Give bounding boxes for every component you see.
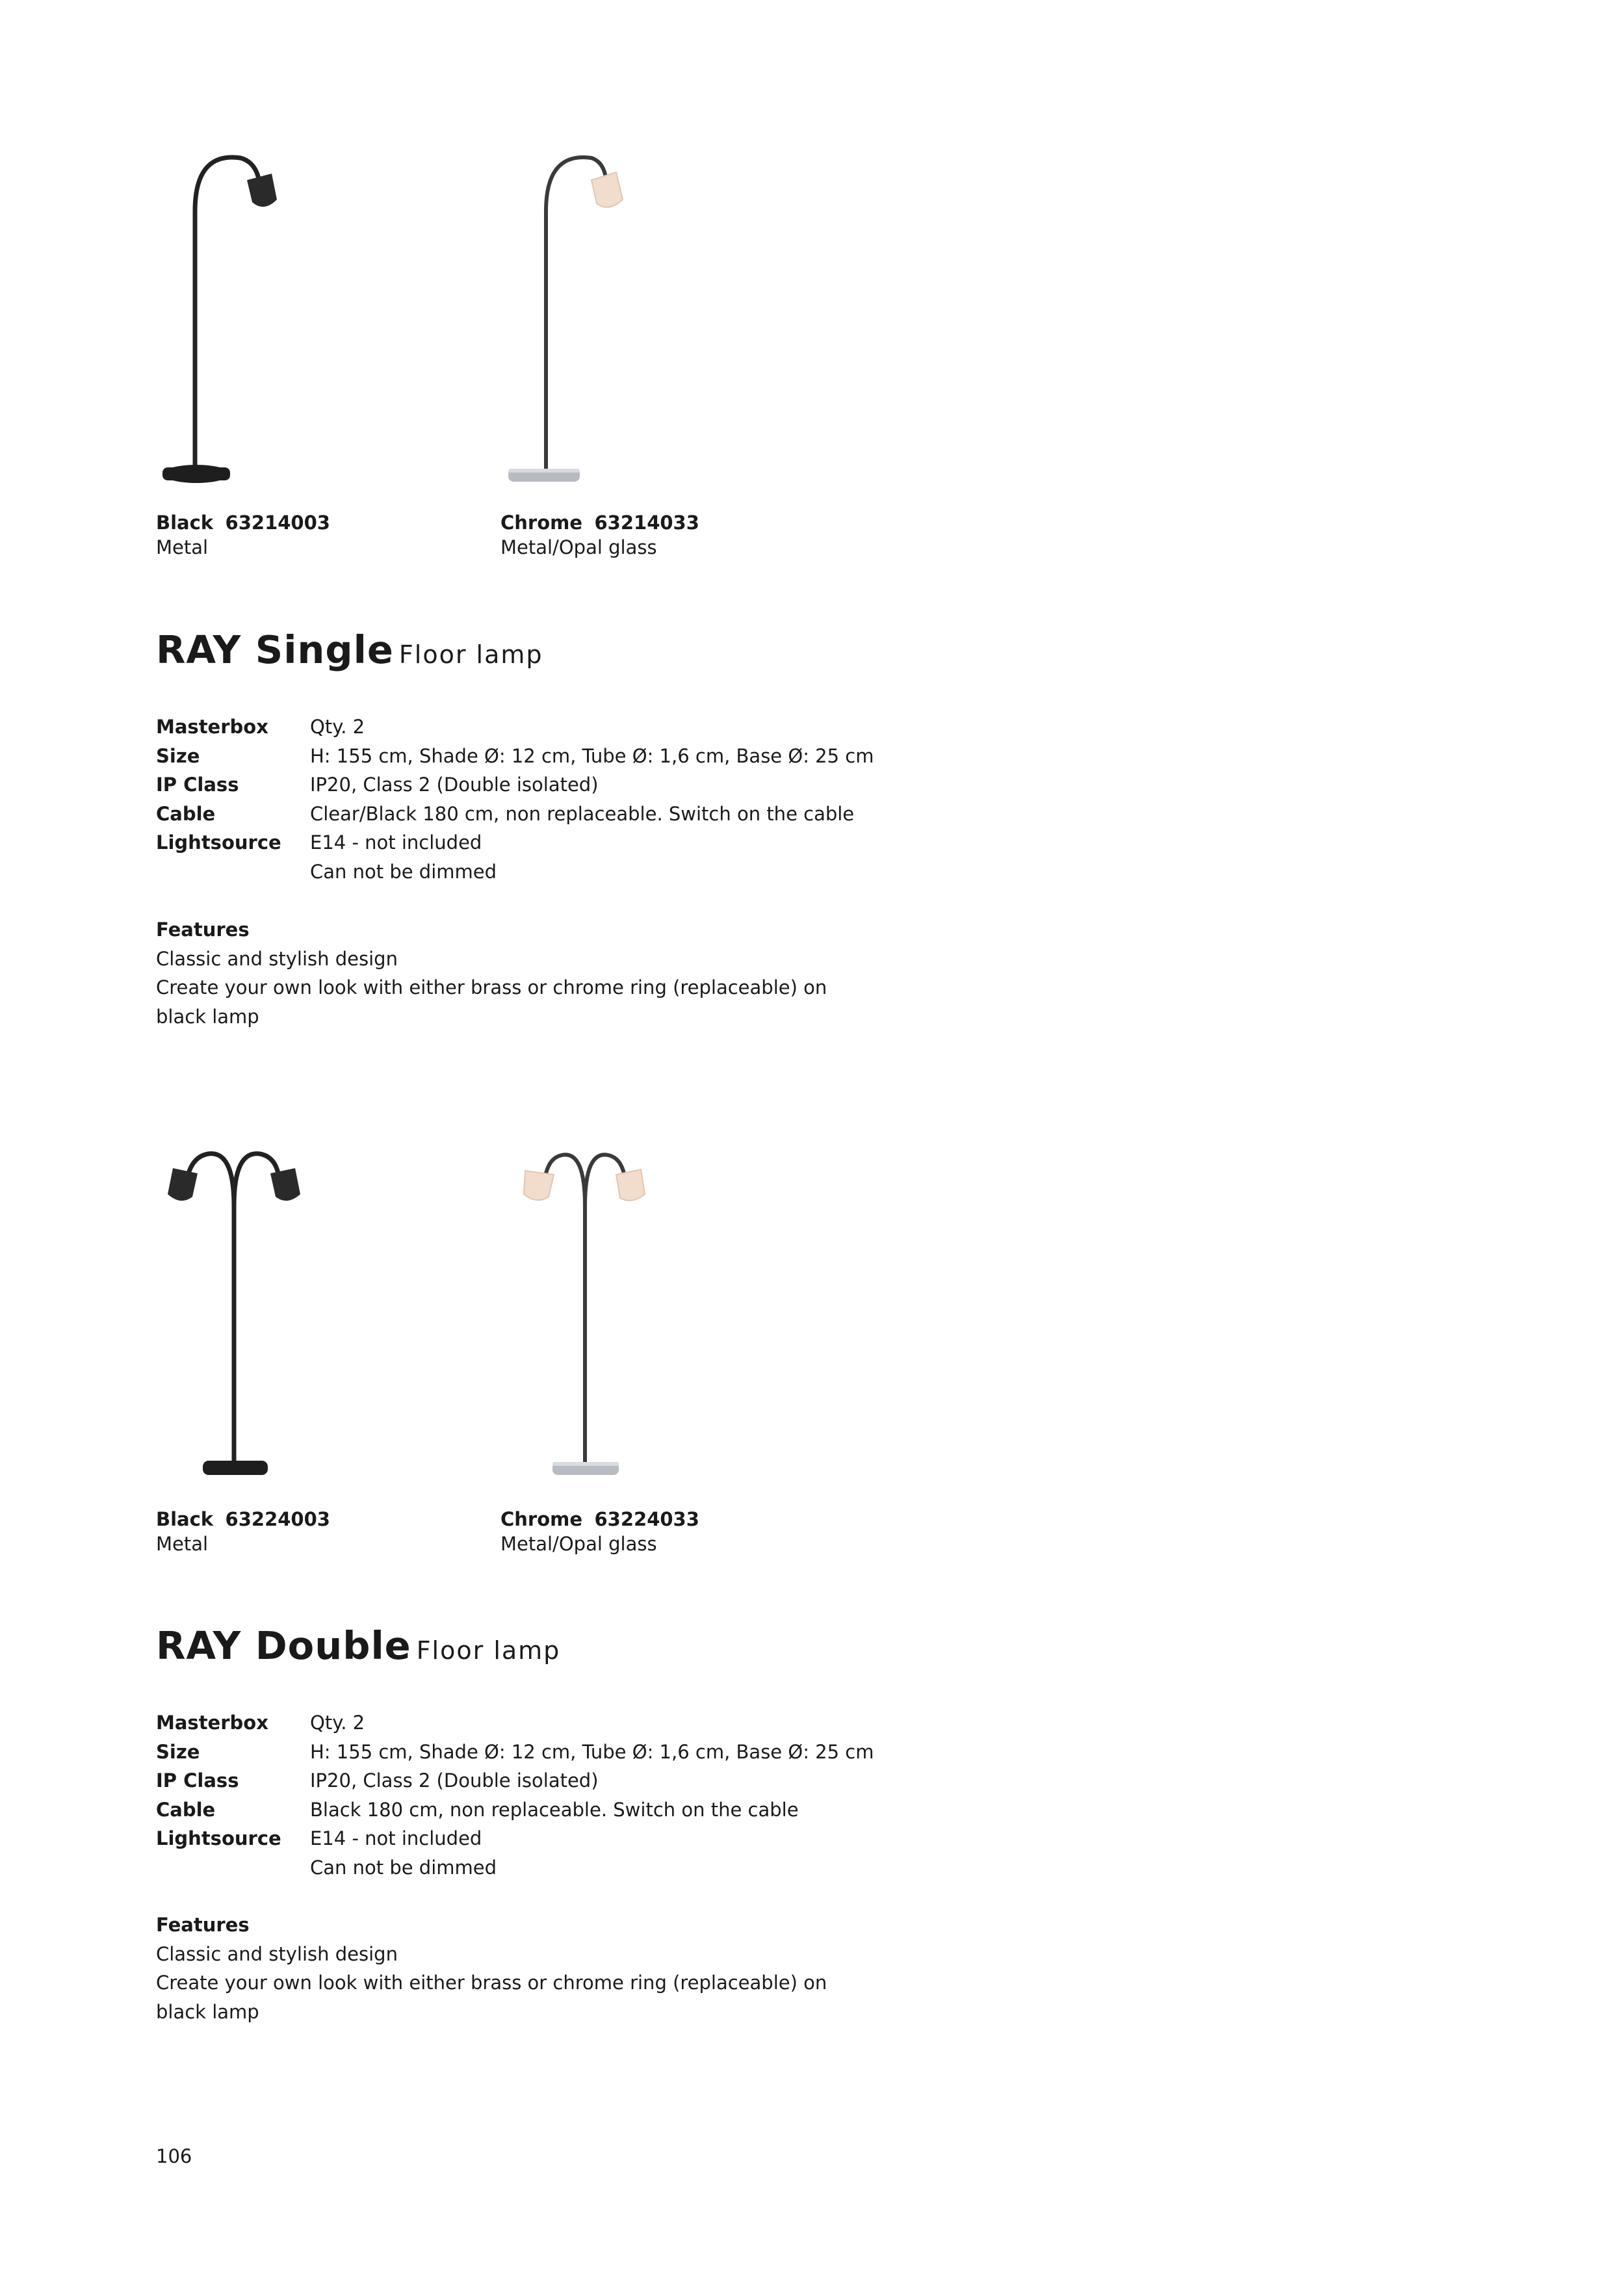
- lamp-image-ray-double-chrome: [494, 1134, 689, 1485]
- spec-row: Size H: 155 cm, Shade Ø: 12 cm, Tube Ø: 1,6 cm, Base Ø: 25 cm: [156, 1740, 874, 1763]
- variant-color: Chrome: [500, 1508, 583, 1530]
- spec-row: Lightsource E14 - not included: [156, 831, 482, 854]
- page-number: 106: [156, 2145, 192, 2167]
- spec-row: Masterbox Qty. 2: [156, 716, 365, 738]
- variant-material: Metal/Opal glass: [500, 1533, 657, 1555]
- spec-row: Masterbox Qty. 2: [156, 1712, 365, 1734]
- spec-row: IP Class IP20, Class 2 (Double isolated): [156, 774, 599, 796]
- product-title-ray-single: [156, 627, 543, 672]
- spec-row: Cable Clear/Black 180 cm, non replaceable. Switch on the cable: [156, 802, 855, 825]
- variant-color: Chrome: [500, 512, 583, 534]
- spec-row: Size H: 155 cm, Shade Ø: 12 cm, Tube Ø: 1,6 cm, Base Ø: 25 cm: [156, 744, 874, 767]
- spec-row: Cable Black 180 cm, non replaceable. Switch on the cable: [156, 1798, 799, 1821]
- variant-ray-single-black: [156, 510, 330, 560]
- variant-color: Black: [156, 512, 214, 534]
- features-ray-single: [156, 915, 838, 1031]
- spec-table-ray-single: [156, 712, 874, 886]
- lamp-image-ray-double-black: [149, 1134, 344, 1485]
- features-ray-double: [156, 1911, 838, 2026]
- product-name: RAY Double: [156, 1623, 411, 1668]
- variant-code: 63224003: [225, 1508, 330, 1530]
- lamp-image-ray-single-black: [149, 140, 344, 491]
- features-heading: Features: [156, 1914, 250, 1936]
- features-heading: Features: [156, 919, 250, 941]
- lamp-image-ray-single-chrome: [494, 140, 689, 491]
- feature-item: Classic and stylish design: [156, 947, 398, 970]
- variant-ray-double-chrome: [500, 1507, 699, 1556]
- spec-row: Can not be dimmed: [310, 860, 497, 883]
- variant-code: 63214003: [225, 512, 330, 534]
- variant-color: Black: [156, 1508, 214, 1530]
- product-title-ray-double: [156, 1623, 560, 1668]
- feature-item: Create your own look with either brass or chrome ring (replaceable) on black lamp: [156, 976, 827, 1028]
- variant-ray-double-black: [156, 1507, 330, 1556]
- variant-code: 63224033: [594, 1508, 699, 1530]
- variant-material: Metal: [156, 1533, 209, 1555]
- variant-material: Metal/Opal glass: [500, 536, 657, 558]
- spec-row: IP Class IP20, Class 2 (Double isolated): [156, 1769, 599, 1792]
- product-name: RAY Single: [156, 627, 394, 672]
- variant-ray-single-chrome: [500, 510, 699, 560]
- feature-item: Create your own look with either brass or chrome ring (replaceable) on black lamp: [156, 1972, 827, 2023]
- feature-item: Classic and stylish design: [156, 1942, 398, 1965]
- spec-table-ray-double: [156, 1708, 874, 1882]
- variant-material: Metal: [156, 536, 209, 558]
- variant-code: 63214033: [594, 512, 699, 534]
- product-subtitle: Floor lamp: [416, 1636, 561, 1665]
- product-subtitle: Floor lamp: [398, 640, 543, 669]
- spec-row: Lightsource E14 - not included: [156, 1827, 482, 1849]
- spec-row: Can not be dimmed: [310, 1856, 497, 1879]
